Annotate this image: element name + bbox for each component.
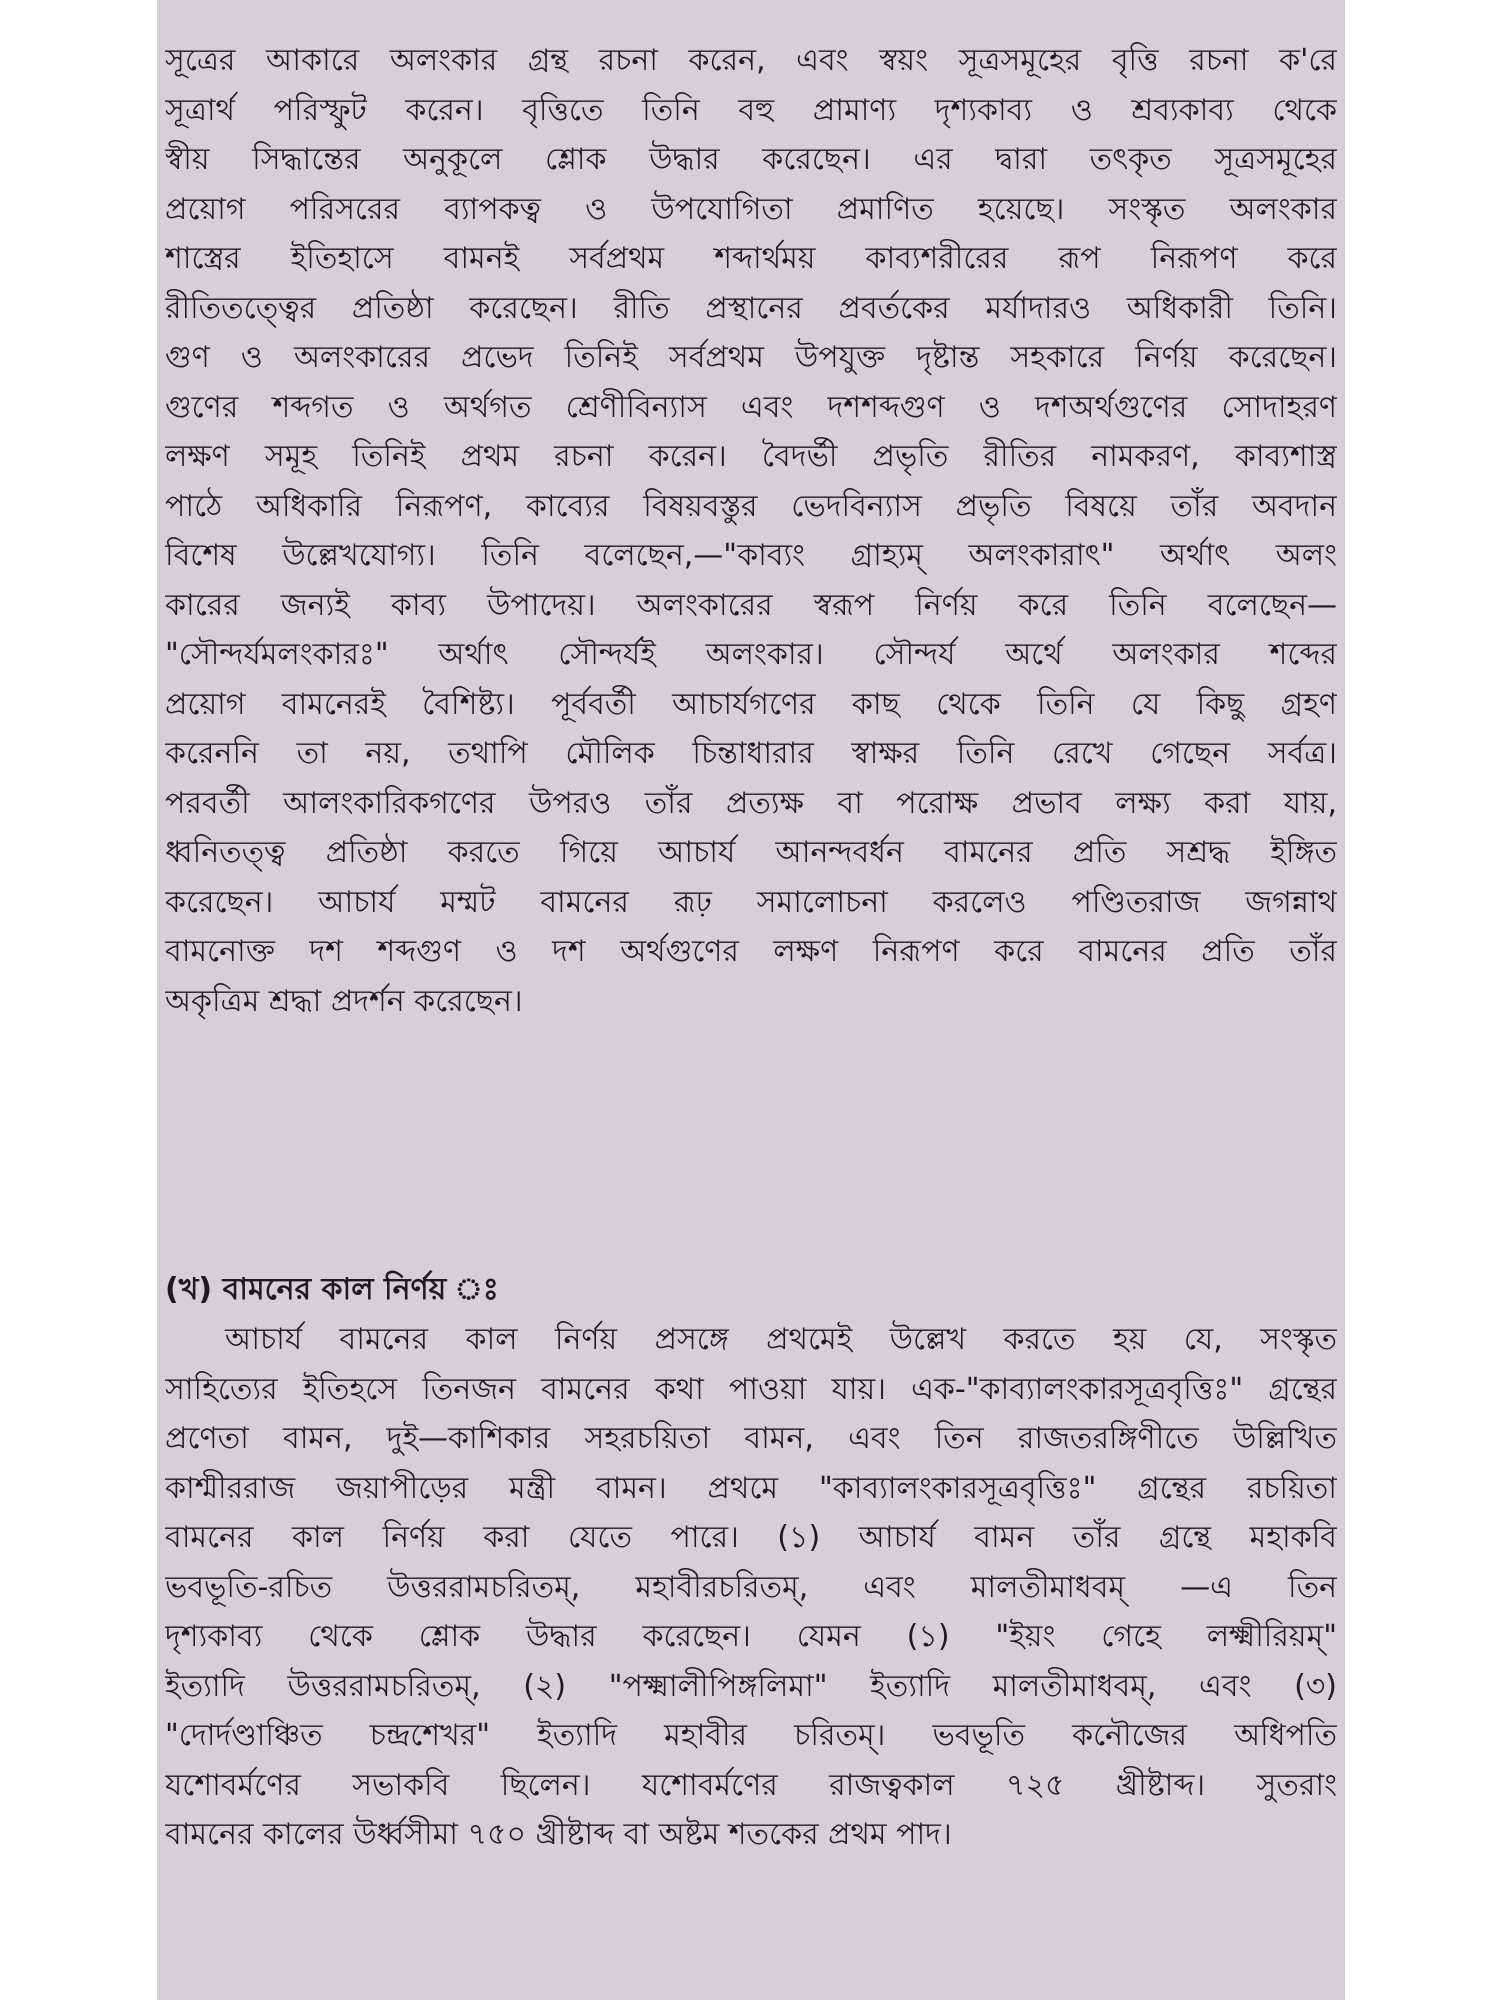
- text-line: অকৃত্রিম শ্রদ্ধা প্রদর্শন করেছেন।: [165, 983, 523, 1019]
- text-line: গুণের শব্দগত ও অর্থগত শ্রেণীবিন্যাস এবং দশশব্দগুণ ও দশঅর্থগুণের সোদাহরণ: [165, 389, 1337, 425]
- text-line: প্রয়োগ বামনেরই বৈশিষ্ট্য। পূর্ববর্তী আচার্যগণের কাছ থেকে তিনি যে কিছু গ্রহণ: [165, 686, 1337, 722]
- text-line: "দোর্দণ্ডাঞ্চিত চন্দ্রশেখর" ইত্যাদি মহাবীর চরিতম্। ভবভূতি কনৌজের অধিপতি: [165, 1718, 1337, 1753]
- text-line: ধ্বনিতত্ত্ব প্রতিষ্ঠা করতে গিয়ে আচার্য আনন্দবর্ধন বামনের প্রতি সশ্রদ্ধ ইঙ্গিত: [165, 835, 1337, 870]
- text-line: বিশেষ উল্লেখযোগ্য। তিনি বলেছেন,—"কাব্যং গ্রাহ্যম্ অলংকারাৎ" অর্থাৎ অলং: [165, 538, 1337, 573]
- text-line: স্বীয় সিদ্ধান্তের অনুকূলে শ্লোক উদ্ধার করেছেন। এর দ্বারা তৎকৃত সূত্রসমূহের: [165, 142, 1337, 177]
- paragraph-2: [165, 1315, 1337, 1860]
- text-line: আচার্য বামনের কাল নির্ণয় প্রসঙ্গে প্রথমেই উল্লেখ করতে হয় যে, সংস্কৃত: [225, 1322, 1337, 1357]
- text-line: করেছেন। আচার্য মম্মট বামনের রূঢ় সমালোচনা করলেও পণ্ডিতরাজ জগন্নাথ: [165, 884, 1337, 920]
- text-line: বামনোক্ত দশ শব্দগুণ ও দশ অর্থগুণের লক্ষণ নিরূপণ করে বামনের প্রতি তাঁর: [165, 934, 1337, 969]
- text-line: ইত্যাদি উত্তররামচরিতম্, (২) "পক্ষ্মালীপিঙ্গলিমা" ইত্যাদি মালতীমাধবম্, এবং (৩): [165, 1668, 1337, 1704]
- text-line: শাস্ত্রের ইতিহাসে বামনই সর্বপ্রথম শব্দার্থময় কাব্যশরীরের রূপ নিরূপণ করে: [165, 241, 1337, 276]
- text-line: কাশ্মীররাজ জয়াপীড়ের মন্ত্রী বামন। প্রথমে "কাব্যালংকারসূত্রবৃত্তিঃ" গ্রন্থের রচয়িতা: [165, 1470, 1337, 1506]
- text-line: যশোবর্মণের সভাকবি ছিলেন। যশোবর্মণের রাজত্বকাল ৭২৫ খ্রীষ্টাব্দ। সুতরাং: [165, 1767, 1337, 1803]
- text-line: সাহিত্যের ইতিহসে তিনজন বামনের কথা পাওয়া যায়। এক-"কাব্যালংকারসূত্রবৃত্তিঃ" গ্রন্থের: [165, 1371, 1337, 1407]
- text-line: বামনের কাল নির্ণয় করা যেতে পারে। (১) আচার্য বামন তাঁর গ্রন্থে মহাকবি: [165, 1520, 1337, 1555]
- text-line: সূত্রের আকারে অলংকার গ্রন্থ রচনা করেন, এবং স্বয়ং সূত্রসমূহের বৃত্তি রচনা ক'রে: [165, 43, 1337, 78]
- text-line: ভবভূতি-রচিত উত্তররামচরিতম্, মহাবীরচরিতম্, এবং মালতীমাধবম্ —এ তিন: [165, 1569, 1337, 1605]
- text-line: বামনের কালের উর্ধ্বসীমা ৭৫০ খ্রীষ্টাব্দ বা অষ্টম শতকের প্রথম পাদ।: [165, 1817, 952, 1852]
- text-line: কারের জন্যই কাব্য উপাদেয়। অলংকারের স্বরূপ নির্ণয় করে তিনি বলেছেন—: [165, 587, 1337, 623]
- book-page: [157, 0, 1345, 2000]
- paragraph-1: [165, 36, 1337, 1026]
- text-line: প্রণেতা বামন, দুই—কাশিকার সহরচয়িতা বামন, এবং তিন রাজতরঙ্গিণীতে উল্লিখিত: [165, 1421, 1337, 1456]
- text-line: গুণ ও অলংকারের প্রভেদ তিনিই সর্বপ্রথম উপযুক্ত দৃষ্টান্ত সহকারে নির্ণয় করেছেন।: [165, 340, 1337, 375]
- text-line: করেননি তা নয়, তথাপি মৌলিক চিন্তাধারার স্বাক্ষর তিনি রেখে গেছেন সর্বত্র।: [165, 736, 1337, 771]
- text-line: পাঠে অধিকারি নিরূপণ, কাব্যের বিষয়বস্তুর ভেদবিন্যাস প্রভৃতি বিষয়ে তাঁর অবদান: [165, 488, 1337, 524]
- text-line: দৃশ্যকাব্য থেকে শ্লোক উদ্ধার করেছেন। যেমন (১) "ইয়ং গেহে লক্ষ্মীরিয়ম্": [165, 1619, 1337, 1654]
- text-line: রীতিতত্ত্বের প্রতিষ্ঠা করেছেন। রীতি প্রস্থানের প্রবর্তকের মর্যাদারও অধিকারী তিনি।: [165, 290, 1337, 326]
- text-line: লক্ষণ সমূহ তিনিই প্রথম রচনা করেন। বৈদর্ভী প্রভৃতি রীতির নামকরণ, কাব্যশাস্ত্র: [165, 439, 1337, 474]
- text-line: পরবর্তী আলংকারিকগণের উপরও তাঁর প্রত্যক্ষ বা পরোক্ষ প্রভাব লক্ষ্য করা যায়,: [165, 785, 1337, 821]
- text-line: "সৌন্দর্যমলংকারঃ" অর্থাৎ সৌন্দর্যই অলংকার। সৌন্দর্য অর্থে অলংকার শব্দের: [165, 637, 1337, 672]
- text-line: সূত্রার্থ পরিস্ফুট করেন। বৃত্তিতে তিনি বহু প্রামাণ্য দৃশ্যকাব্য ও শ্রব্যকাব্য থেকে: [165, 92, 1337, 128]
- text-line: প্রয়োগ পরিসরের ব্যাপকত্ব ও উপযোগিতা প্রমাণিত হয়েছে। সংস্কৃত অলংকার: [165, 191, 1337, 227]
- section-heading: (খ) বামনের কাল নির্ণয় ঃ: [165, 1272, 499, 1307]
